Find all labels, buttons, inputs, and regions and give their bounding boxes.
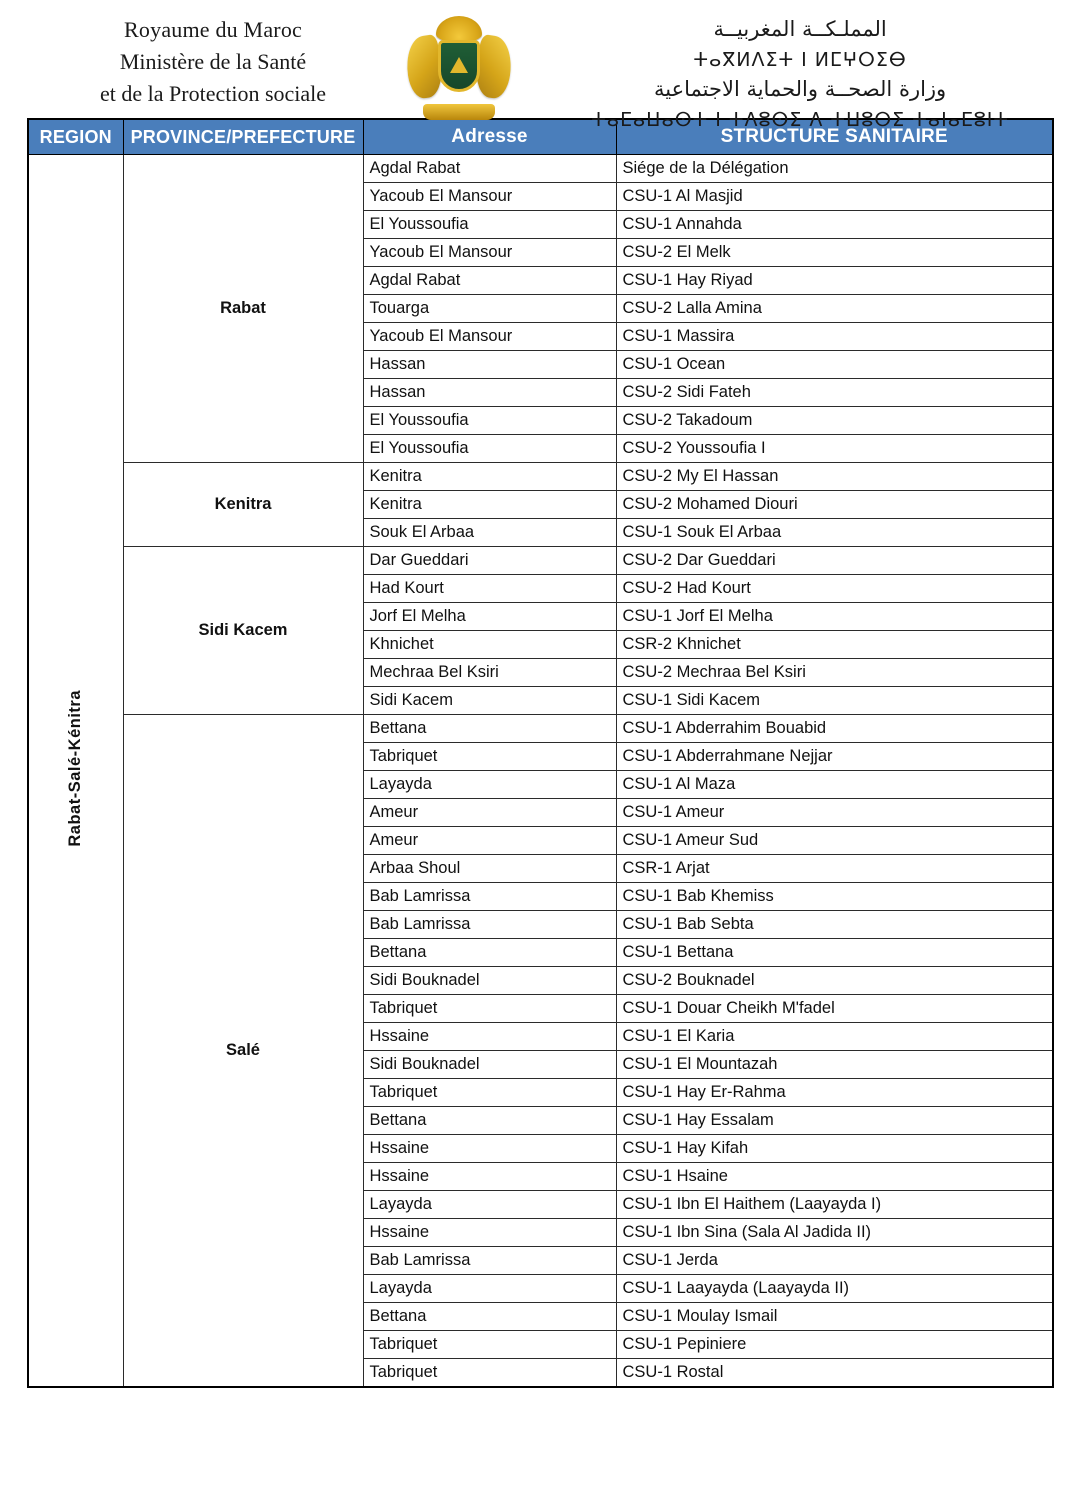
adresse-cell: Kenitra xyxy=(363,490,616,518)
header-tifinagh-kingdom: ⵜⴰⴳⵍⴷⵉⵜ ⵏ ⵍⵎⵖⵔⵉⴱ xyxy=(693,48,907,71)
adresse-cell: El Youssoufia xyxy=(363,210,616,238)
adresse-cell: Bettana xyxy=(363,1302,616,1330)
table-body xyxy=(28,154,1053,1387)
structure-cell: CSU-1 Hay Kifah xyxy=(616,1134,1053,1162)
header-line-ministry: Ministère de la Santé xyxy=(119,48,307,74)
table-row xyxy=(28,714,1053,742)
structure-cell: CSU-2 El Melk xyxy=(616,238,1053,266)
adresse-cell: El Youssoufia xyxy=(363,434,616,462)
column-header-structure: STRUCTURE SANITAIRE xyxy=(616,119,1053,154)
structure-cell: CSU-2 Takadoum xyxy=(616,406,1053,434)
adresse-cell: Yacoub El Mansour xyxy=(363,238,616,266)
header-french-text xyxy=(40,14,326,110)
adresse-cell: Bab Lamrissa xyxy=(363,910,616,938)
adresse-cell: Layayda xyxy=(363,1274,616,1302)
adresse-cell: El Youssoufia xyxy=(363,406,616,434)
adresse-cell: Dar Gueddari xyxy=(363,546,616,574)
adresse-cell: Hssaine xyxy=(363,1134,616,1162)
structure-cell: CSU-1 Abderrahmane Nejjar xyxy=(616,742,1053,770)
adresse-cell: Hassan xyxy=(363,350,616,378)
adresse-cell: Ameur xyxy=(363,798,616,826)
structure-cell: CSU-1 Ibn El Haithem (Laayayda I) xyxy=(616,1190,1053,1218)
adresse-cell: Agdal Rabat xyxy=(363,266,616,294)
province-cell: Sidi Kacem xyxy=(123,546,363,714)
structure-cell: CSU-2 Youssoufia I xyxy=(616,434,1053,462)
adresse-cell: Khnichet xyxy=(363,630,616,658)
table-row xyxy=(28,462,1053,490)
structure-cell: CSU-1 Al Masjid xyxy=(616,182,1053,210)
morocco-coat-of-arms-icon xyxy=(407,16,511,120)
adresse-cell: Ameur xyxy=(363,826,616,854)
structure-cell: CSU-1 Laayayda (Laayayda II) xyxy=(616,1274,1053,1302)
adresse-cell: Souk El Arbaa xyxy=(363,518,616,546)
adresse-cell: Jorf El Melha xyxy=(363,602,616,630)
structure-cell: CSU-1 Bettana xyxy=(616,938,1053,966)
document-header xyxy=(0,0,1079,131)
adresse-cell: Tabriquet xyxy=(363,1358,616,1387)
structure-cell: CSU-1 Massira xyxy=(616,322,1053,350)
structure-cell: CSU-1 Hay Riyad xyxy=(616,266,1053,294)
header-ar-ministry: وزارة الصحــة والحماية الاجتماعية xyxy=(653,77,947,101)
adresse-cell: Tabriquet xyxy=(363,1330,616,1358)
structure-cell: CSU-1 Jorf El Melha xyxy=(616,602,1053,630)
structure-cell: CSU-1 Bab Khemiss xyxy=(616,882,1053,910)
structure-cell: CSU-1 Bab Sebta xyxy=(616,910,1053,938)
structure-cell: CSU-1 Hsaine xyxy=(616,1162,1053,1190)
region-cell xyxy=(28,154,123,1387)
crown-shape xyxy=(436,16,482,42)
structure-cell: CSU-1 Souk El Arbaa xyxy=(616,518,1053,546)
structure-cell: CSU-2 Sidi Fateh xyxy=(616,378,1053,406)
adresse-cell: Mechraa Bel Ksiri xyxy=(363,658,616,686)
structure-cell: CSU-1 Ameur xyxy=(616,798,1053,826)
structure-cell: CSU-1 Sidi Kacem xyxy=(616,686,1053,714)
structure-cell: CSU-1 Rostal xyxy=(616,1358,1053,1387)
adresse-cell: Sidi Bouknadel xyxy=(363,966,616,994)
adresse-cell: Layayda xyxy=(363,1190,616,1218)
adresse-cell: Touarga xyxy=(363,294,616,322)
adresse-cell: Hassan xyxy=(363,378,616,406)
structure-cell: CSU-1 Moulay Ismail xyxy=(616,1302,1053,1330)
structure-cell: CSU-1 El Karia xyxy=(616,1022,1053,1050)
structure-cell: CSR-1 Arjat xyxy=(616,854,1053,882)
header-line-kingdom: Royaume du Maroc xyxy=(124,17,302,42)
structure-cell: CSU-2 My El Hassan xyxy=(616,462,1053,490)
emblem-base-shape xyxy=(423,104,495,120)
structure-cell: CSU-1 Al Maza xyxy=(616,770,1053,798)
column-header-region: REGION xyxy=(28,119,123,154)
column-header-adresse: Adresse xyxy=(363,119,616,154)
structure-cell: CSU-2 Mohamed Diouri xyxy=(616,490,1053,518)
structure-cell: CSU-1 El Mountazah xyxy=(616,1050,1053,1078)
shield-shape xyxy=(438,40,480,92)
adresse-cell: Tabriquet xyxy=(363,994,616,1022)
header-line-social: et de la Protection sociale xyxy=(100,80,327,106)
structure-cell: CSU-1 Ameur Sud xyxy=(616,826,1053,854)
adresse-cell: Sidi Bouknadel xyxy=(363,1050,616,1078)
structure-cell: CSU-1 Ibn Sina (Sala Al Jadida II) xyxy=(616,1218,1053,1246)
table-container xyxy=(0,118,1079,1388)
structure-cell: CSU-1 Annahda xyxy=(616,210,1053,238)
adresse-cell: Hssaine xyxy=(363,1218,616,1246)
adresse-cell: Sidi Kacem xyxy=(363,686,616,714)
structure-cell: CSU-1 Hay Essalam xyxy=(616,1106,1053,1134)
adresse-cell: Yacoub El Mansour xyxy=(363,322,616,350)
adresse-cell: Layayda xyxy=(363,770,616,798)
emblem-container xyxy=(394,14,524,120)
structure-cell: CSU-2 Mechraa Bel Ksiri xyxy=(616,658,1053,686)
province-cell: Rabat xyxy=(123,154,363,462)
table-row xyxy=(28,546,1053,574)
adresse-cell: Bettana xyxy=(363,714,616,742)
structure-cell: CSU-2 Dar Gueddari xyxy=(616,546,1053,574)
adresse-cell: Hssaine xyxy=(363,1022,616,1050)
structure-cell: CSU-1 Abderrahim Bouabid xyxy=(616,714,1053,742)
structure-cell: Siége de la Délégation xyxy=(616,154,1053,182)
province-cell: Kenitra xyxy=(123,462,363,546)
region-label: Rabat-Salé-Kénitra xyxy=(66,689,85,847)
structure-cell: CSU-2 Lalla Amina xyxy=(616,294,1053,322)
adresse-cell: Tabriquet xyxy=(363,742,616,770)
province-cell: Salé xyxy=(123,714,363,1387)
structure-cell: CSU-1 Jerda xyxy=(616,1246,1053,1274)
adresse-cell: Had Kourt xyxy=(363,574,616,602)
adresse-cell: Tabriquet xyxy=(363,1078,616,1106)
adresse-cell: Hssaine xyxy=(363,1162,616,1190)
structure-cell: CSU-1 Ocean xyxy=(616,350,1053,378)
header-arabic-text xyxy=(591,14,1039,134)
adresse-cell: Bettana xyxy=(363,938,616,966)
health-structures-table xyxy=(27,118,1054,1388)
adresse-cell: Bab Lamrissa xyxy=(363,1246,616,1274)
adresse-cell: Bab Lamrissa xyxy=(363,882,616,910)
structure-cell: CSR-2 Khnichet xyxy=(616,630,1053,658)
header-ar-kingdom: المملـكــة المغربيــة xyxy=(713,17,887,41)
structure-cell: CSU-2 Had Kourt xyxy=(616,574,1053,602)
structure-cell: CSU-1 Douar Cheikh M'fadel xyxy=(616,994,1053,1022)
structure-cell: CSU-1 Hay Er-Rahma xyxy=(616,1078,1053,1106)
structure-cell: CSU-2 Bouknadel xyxy=(616,966,1053,994)
adresse-cell: Yacoub El Mansour xyxy=(363,182,616,210)
column-header-province: PROVINCE/PREFECTURE xyxy=(123,119,363,154)
structure-cell: CSU-1 Pepiniere xyxy=(616,1330,1053,1358)
adresse-cell: Agdal Rabat xyxy=(363,154,616,182)
table-row xyxy=(28,154,1053,182)
adresse-cell: Bettana xyxy=(363,1106,616,1134)
adresse-cell: Kenitra xyxy=(363,462,616,490)
adresse-cell: Arbaa Shoul xyxy=(363,854,616,882)
header-tifinagh-ministry: ⵜⴰⵎⴰⵡⴰⵙⵜ ⵏ ⵜⴷⵓⵙⵉ ⴷ ⵜⵡⵓⵔⵉ ⵜⴰⵏⴰⵎⵓⵏⵜ xyxy=(591,108,1009,131)
